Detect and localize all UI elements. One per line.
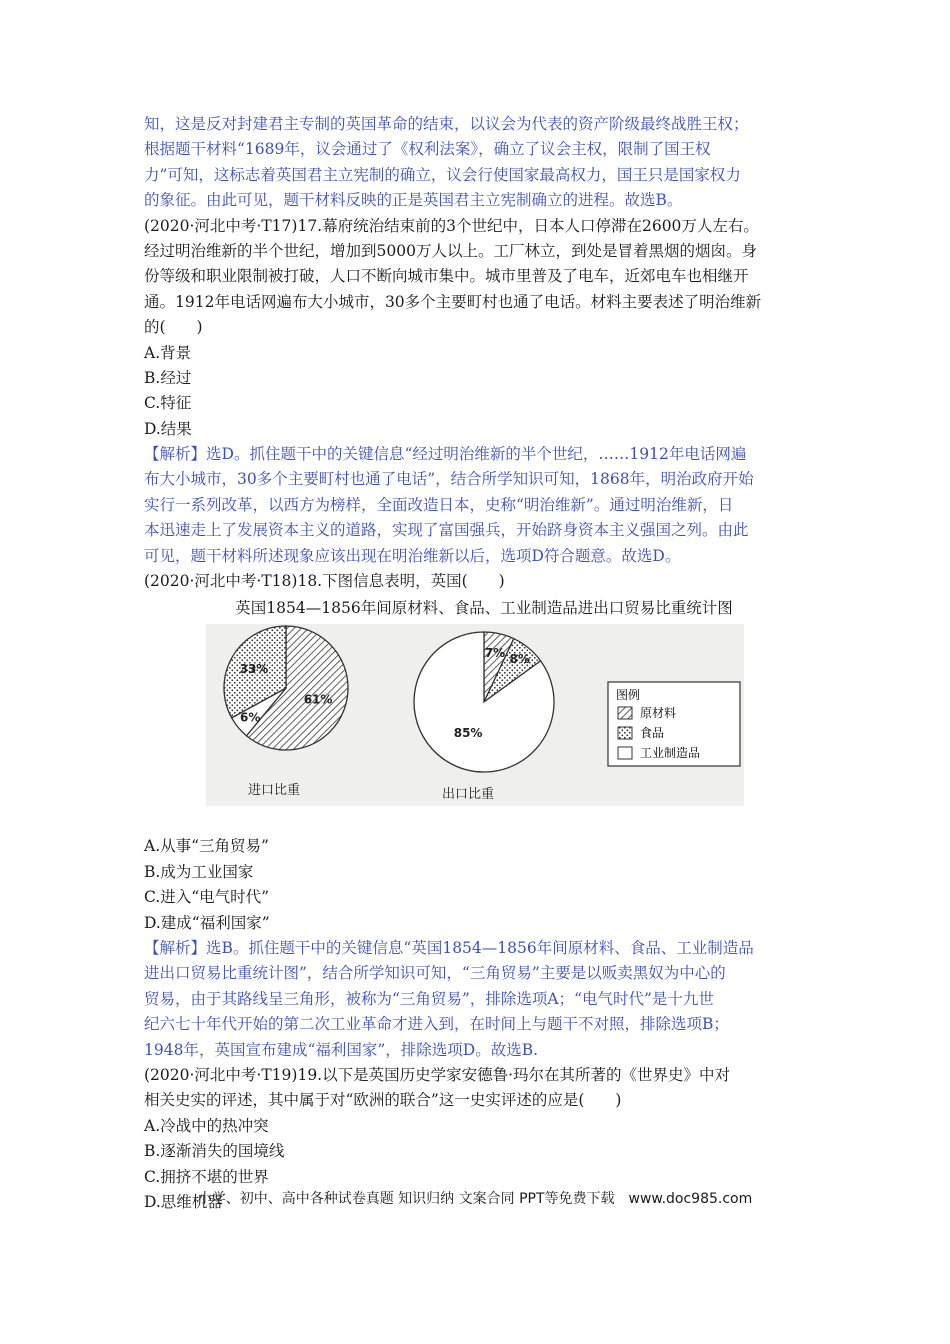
pie-series-name-1: 出口比重 — [442, 787, 495, 803]
q17-analysis-line: 本迅速走上了发展资本主义的道路，实现了富国强兵，开始跻身资本主义强国之列。由此 — [144, 521, 749, 540]
q18-option-c: C.进入“电气时代” — [144, 888, 270, 907]
analysis-text: 选D。抓住题干中的关键信息“经过明治维新的半个世纪，……1912年电话网遍 — [206, 445, 747, 464]
legend-swatch-food — [618, 727, 632, 739]
q17-option-d: D.结果 — [144, 419, 192, 438]
q17-analysis-line: 布大小城市，30多个主要町村也通了电话”，结合所学知识可知，1868年，明治政府开始 — [144, 470, 754, 489]
analysis-tag: 【解析】 — [144, 445, 207, 464]
legend-label-raw: 原材料 — [640, 706, 677, 721]
q17-option-a: A.背景 — [144, 343, 192, 362]
q18-option-a: A.从事“三角贸易” — [144, 837, 269, 856]
q18-analysis-line: 纪六七十年代开始的第二次工业革命才进入到，在时间上与题干不对照，排除选项B； — [144, 1015, 729, 1034]
pie-label-0-0: 61% — [303, 692, 333, 707]
q17-stem-line: 的( ) — [144, 318, 203, 337]
explanation-line: 根据题干材料“1689年，议会通过了《权利法案》，确立了议会主权，限制了国王权 — [144, 140, 711, 159]
analysis-text: 选B。抓住题干中的关键信息“英国1854—1856年间原材料、食品、工业制造品 — [206, 938, 754, 957]
q19-stem-line: 相关史实的评述，其中属于对“欧洲的联合”这一史实评述的应是( ) — [144, 1091, 622, 1110]
q18-analysis-line: 进出口贸易比重统计图”，结合所学知识可知，“三角贸易”主要是以贩卖黑奴为中心的 — [144, 964, 726, 983]
q17-analysis-line — [144, 442, 824, 467]
q17-stem-line: 份等级和职业限制被打破，人口不断向城市集中。城市里普及了电车，近郊电车也相继开 — [144, 267, 749, 286]
q19-option-d: D.思维机器 — [144, 1192, 223, 1211]
q17-stem-line: 通。1912年电话网遍布大小城市，30多个主要町村也通了电话。材料主要表述了明治维新 — [144, 292, 762, 311]
q18-option-d: D.建成“福利国家” — [144, 913, 270, 932]
q18-stem: (2020·河北中考·T18)18.下图信息表明，英国( ) — [144, 572, 505, 591]
explanation-line: 知，这是反对封建君主专制的英国革命的结束，以议会为代表的资产阶级最终战胜王权； — [144, 115, 749, 133]
q17-option-c: C.特征 — [144, 394, 192, 413]
chart-figure — [206, 624, 744, 806]
q18-analysis-line: 贸易，由于其路线呈三角形，被称为“三角贸易”，排除选项A；“电气时代”是十九世 — [144, 989, 714, 1008]
q17-analysis-line: 实行一系列改革，以西方为榜样，全面改造日本，史称“明治维新”。通过明治维新，日 — [144, 495, 734, 514]
legend-label-manufactured: 工业制造品 — [640, 746, 701, 761]
q18-analysis-line: 1948年，英国宣布建成“福利国家”，排除选项D。故选B. — [144, 1040, 539, 1059]
q17-stem-line: 经过明治维新的半个世纪，增加到5000万人以上。工厂林立，到处是冒着黑烟的烟囱。身 — [144, 241, 757, 260]
q19-option-b: B.逐渐消失的国境线 — [144, 1142, 285, 1161]
legend-swatch-manufactured — [618, 747, 632, 759]
pie-label-0-2: 6% — [239, 711, 261, 726]
q19-stem-line: (2020·河北中考·T19)19.以下是英国历史学家安德鲁·玛尔在其所著的《世界史》中对 — [144, 1065, 731, 1084]
document-body — [144, 112, 824, 1215]
footer-banner: 小学、初中、高中各种试卷真题 知识归纳 文案合同 PPT等免费下载 www.doc985.com — [197, 1191, 753, 1207]
explanation-line: 力”可知，这标志着英国君主立宪制的确立，议会行使国家最高权力，国王只是国家权力 — [144, 165, 741, 184]
pie-label-0-1: 33% — [239, 662, 269, 677]
chart-legend — [608, 682, 740, 766]
pie-label-1-2: 85% — [453, 726, 483, 741]
pie-series-name-0: 进口比重 — [248, 783, 301, 799]
q18-analysis-line — [144, 936, 824, 961]
legend-label-food: 食品 — [640, 726, 665, 741]
pie-charts — [206, 624, 744, 806]
q17-option-b: B.经过 — [144, 368, 192, 387]
pie-label-1-0: 7% — [484, 646, 506, 661]
q19-option-c: C.拥挤不堪的世界 — [144, 1167, 269, 1186]
q17-stem-line: (2020·河北中考·T17)17.幕府统治结束前的3个世纪中，日本人口停滞在2600万人左右。 — [144, 216, 759, 235]
trade-chart — [144, 596, 824, 834]
q19-option-a: A.冷战中的热冲突 — [144, 1116, 269, 1135]
legend-swatch-raw — [618, 707, 632, 719]
chart-title: 英国1854—1856年间原材料、食品、工业制造品进出口贸易比重统计图 — [235, 599, 733, 618]
analysis-tag: 【解析】 — [144, 938, 207, 957]
q18-option-b: B.成为工业国家 — [144, 862, 254, 881]
pie-label-1-1: 8% — [509, 652, 530, 667]
q17-analysis-line: 可见，题干材料所述现象应该出现在明治维新以后，选项D符合题意。故选D。 — [144, 546, 681, 565]
legend-title: 图例 — [616, 688, 641, 703]
explanation-line: 的象征。由此可见，题干材料反映的正是英国君主立宪制确立的进程。故选B。 — [144, 191, 683, 210]
